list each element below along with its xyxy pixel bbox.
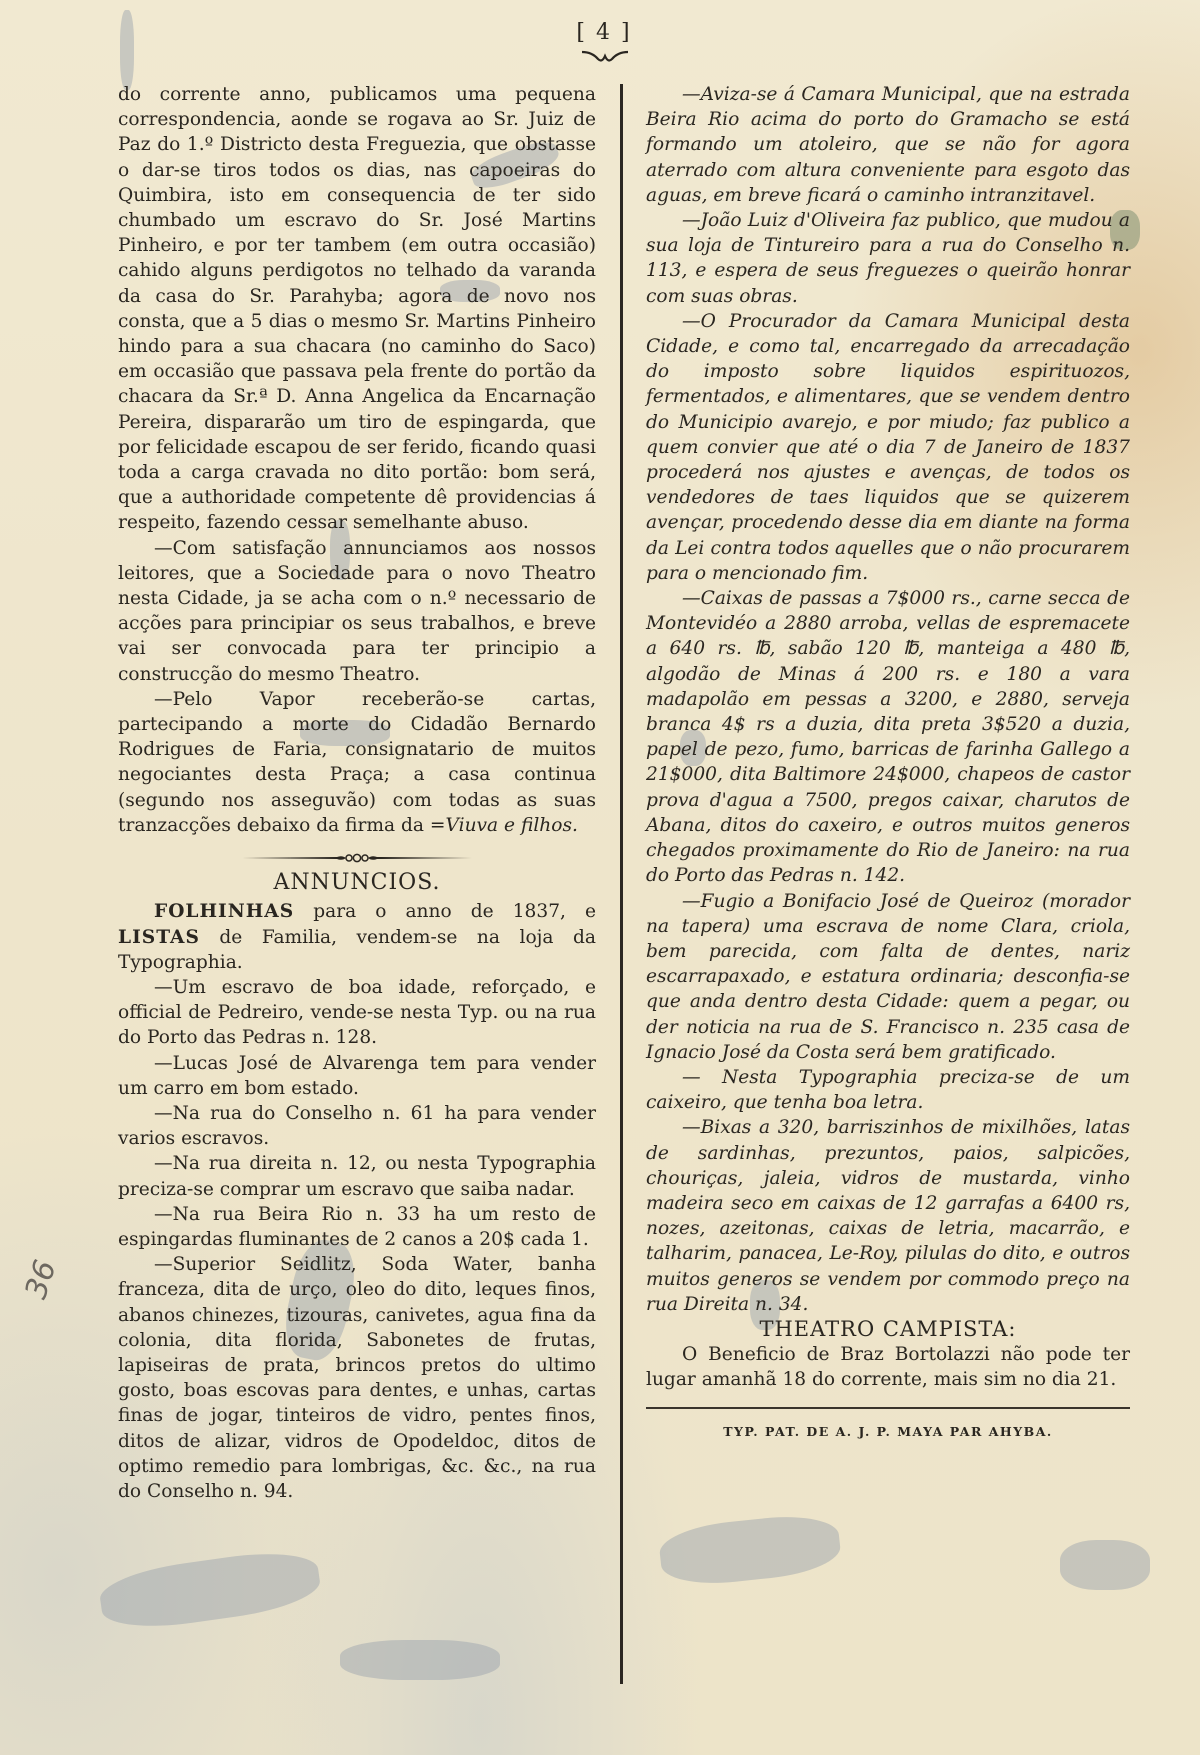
theatre-notice: O Beneficio de Braz Bortolazzi não pode ter lugar amanhã 18 do corrente, mais sim no dia 21. bbox=[646, 1344, 1130, 1391]
notice-item: —O Procurador da Camara Municipal desta Cidade, e como tal, encarregado da arrecadação do imposto sobre liquidos espirituozos, fermentados, e alimentares, que se vendem dentro do Municipio avarejo, e por miudo; faz publico a quem convier que até o dia 7 de Janeiro de 1837 procederá nos ajustes e avenças, de todos os vendedores de taes liquidos que se quizerem avençar, procedendo desse dia em diante na forma da Lei contra todos aquelles que o não procurarem para o mencionado fim. bbox=[646, 310, 1130, 584]
ad-lead-caps: FOLHINHAS bbox=[154, 901, 295, 923]
notice-item: —Fugio a Bonifacio José de Queiroz (morador na tapera) uma escrava de nome Clara, criola, bem parecida, com falta de dentes, nariz escarrapaxado, e estatura ordinaria; desconfia-se que anda dentro desta Cidade: quem a pegar, ou der noticia na rua de S. Francisco n. 235 casa de Ignacio José da Costa será bem gratificado. bbox=[646, 890, 1130, 1063]
ad-lead-caps: LISTAS bbox=[118, 926, 200, 948]
news-item-text: —Pelo Vapor receberão-se cartas, partecipando a morte do Cidadão Bernardo Rodrigues de Faria, consignatario de muitos negociantes desta Praça; a casa continua (segundo nos asseguvão) com todas as suas tranzacções debaixo da firma da = bbox=[118, 688, 596, 836]
water-stain bbox=[340, 1640, 500, 1680]
notice-item: —Caixas de passas a 7$000 rs., carne secca de Montevidéo a 2880 arroba, vellas de espremacete a 640 rs. ℔, sabão 120 ℔, manteiga a 480 ℔, algodão de Minas á 200 rs. e 180 a vara madapolão em pessas a 3200, e 2880, serveja branca 4$ rs a duzia, dita preta 3$520 a duzia, papel de pezo, fumo, barricas de farinha Gallego a 21$000, dita Baltimore 24$000, chapeos de castor prova d'agua a 7500, pregos caixar, charutos de Abana, ditos do caxeiro, e outros muitos generos chegados proximamente do Rio de Janeiro: na rua do Porto das Pedras n. 142. bbox=[646, 588, 1130, 887]
column-divider bbox=[620, 84, 623, 1684]
ad-item bbox=[118, 899, 596, 975]
water-stain bbox=[97, 1545, 323, 1635]
news-item: —Com satisfação annunciamos aos nossos leitores, que a Sociedade para o novo Theatro nesta Cidade, ja se acha com o n.º necessario de acções para principiar os seus trabalhos, e breve vai ser convocada para ter principio a construcção do mesmo Theatro. bbox=[118, 537, 596, 685]
ad-item: —Na rua direita n. 12, ou nesta Typographia preciza-se comprar um escravo que saiba nadar. bbox=[118, 1153, 596, 1200]
ad-item: —Na rua do Conselho n. 61 ha para vender varios escravos. bbox=[118, 1102, 596, 1150]
ad-item: —Na rua Beira Rio n. 33 ha um resto de espingardas fluminantes de 2 canos a 20$ cada 1. bbox=[118, 1203, 596, 1250]
divider-ornament-icon bbox=[242, 852, 472, 864]
printer-imprint: TYP. PAT. DE A. J. P. MAYA PAR AHYBA. bbox=[723, 1423, 1053, 1439]
right-column bbox=[646, 82, 1130, 1444]
notice-item: —Aviza-se á Camara Municipal, que na estrada Beira Rio acima do porto do Gramacho se está formando um atoleiro, que se não for agora aterrado com altura conveniente para esgoto das aguas, em breve ficará o caminho intranzitavel. bbox=[646, 84, 1130, 206]
news-item: do corrente anno, publicamos uma pequena correspondencia, aonde se rogava ao Sr. Juiz de Paz do 1.º Districto desta Freguezia, que obstasse o dar-se tiros todos os dias, nas capoeiras do Quimbira, isto em consequencia de ter sido chumbado um escravo do Sr. José Martins Pinheiro, e por ter tambem (em outra occasião) cahido alguns perdigotos no telhado da varanda da casa do Sr. Parahyba; agora de novo nos consta, que a 5 dias o mesmo Sr. Martins Pinheiro hindo para a sua chacara (no caminho do Saco) em occasião que passava pela frente do portão da chacara da Sr.ª D. Anna Angelica da Encarnação Pereira, dispararão um tiro de espingarda, que por felicidade escapou de ser ferido, ficando quasi toda a carga cravada no dito portão: bom será, que a authoridade competente dê providencias á respeito, fazendo cessar semelhante abuso. bbox=[118, 84, 596, 534]
water-stain bbox=[1060, 1540, 1150, 1590]
page-number: [ 4 ] bbox=[576, 20, 632, 45]
ad-item: —Um escravo de boa idade, reforçado, e official de Pedreiro, vende-se nesta Typ. ou na rua do Porto das Pedras n. 128. bbox=[118, 976, 596, 1049]
handwritten-margin-note: 36 bbox=[18, 1255, 64, 1304]
water-stain bbox=[657, 1511, 842, 1589]
left-column bbox=[118, 82, 596, 1504]
news-item bbox=[118, 687, 596, 838]
water-stain bbox=[120, 10, 134, 90]
ad-text: de Familia, vendem-se na loja da Typographia. bbox=[118, 926, 596, 973]
notice-item: — Nesta Typographia preciza-se de um caixeiro, que tenha boa letra. bbox=[646, 1066, 1130, 1114]
theatre-heading: THEATRO CAMPISTA: bbox=[759, 1316, 1017, 1341]
ad-text: para o anno de 1837, e bbox=[294, 901, 596, 923]
ad-item: —Superior Seidlitz, Soda Water, banha franceza, dita de urço, oleo do dito, leques finos, abanos chinezes, tizouras, canivetes, agua fina da colonia, dita florida, Sabonetes de frutas, lapiseiras de prata, brincos pretos do ultimo gosto, boas escovas para dentes, e unhas, cartas finas de jogar, tinteiros de vidro, pentes finos, ditos de alizar, vidros de Opodeldoc, ditos de optimo remedio para lombrigas, &c. &c., na rua do Conselho n. 94. bbox=[118, 1254, 596, 1502]
brace-ornament-icon bbox=[580, 50, 630, 64]
ad-item: —Lucas José de Alvarenga tem para vender um carro em bom estado. bbox=[118, 1052, 596, 1099]
section-heading-annuncios: ANNUNCIOS. bbox=[273, 870, 441, 896]
notice-item: —João Luiz d'Oliveira faz publico, que mudou a sua loja de Tintureiro para a rua do Conselho n. 113, e espera de seus freguezes o queirão honrar com suas obras. bbox=[646, 210, 1130, 307]
bottom-rule bbox=[646, 1407, 1130, 1409]
notice-item: —Bixas a 320, barriszinhos de mixilhões, latas de sardinhas, prezuntos, paios, salpicões, chouriças, jaleia, vidros de mustarda, vinho madeira seco em caixas de 12 garrafas a 6400 rs, nozes, azeitonas, caixas de letria, macarrão, e talharim, panacea, Le-Roy, pilulas do dito, e outros muitos generos se vendem por commodo preço na rua Direita n. 34. bbox=[646, 1117, 1130, 1315]
firm-signature: Viuva e filhos. bbox=[445, 814, 578, 836]
